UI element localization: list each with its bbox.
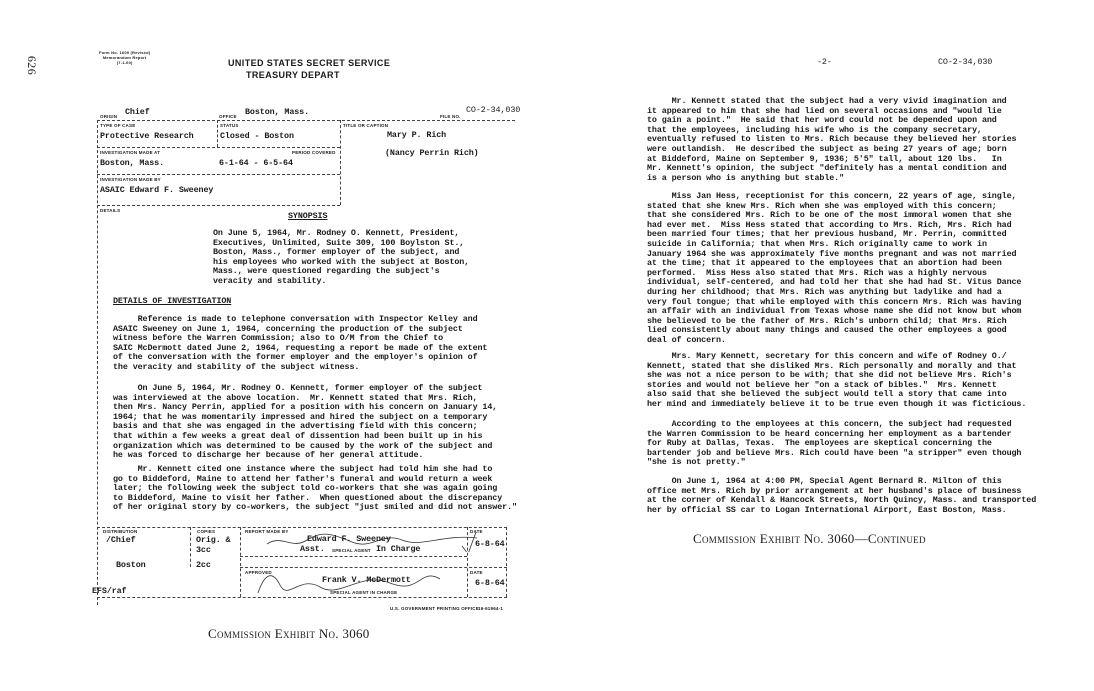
synopsis-heading: SYNOPSIS xyxy=(288,211,328,221)
text-line: Mr. Kennett's opinion, the subject "definitely has a mental condition and xyxy=(647,163,1007,174)
report-made-by-title: Asst. xyxy=(300,544,325,554)
approved-date: 6-8-64 xyxy=(475,578,505,588)
printing-office: U.S. GOVERNMENT PRINTING OFFICE xyxy=(390,606,479,611)
text-line: it appeared to him that she had lied on several occasions and "would lie xyxy=(647,105,1002,116)
text-line: On June 5, 1964, Mr. Rodney O. Kennett, President, xyxy=(213,228,460,238)
form-id-line: Memorandum Report xyxy=(102,55,147,60)
text-line: of the conversation with the former employer and the employer's opinion of xyxy=(113,352,478,363)
text-line: she was not a nice person to be with; that she did not believe Mrs. Rich's xyxy=(647,370,1012,381)
text-line: deal of concern. xyxy=(647,334,726,345)
text-line: Boston, Mass., former employer of the subject, and xyxy=(213,247,460,258)
special-agent-label: SPECIAL AGENT xyxy=(332,548,371,553)
text-line: the Warren Commission to be heard concerning her employment as a bartender xyxy=(647,428,1012,439)
period-value: 6-1-64 - 6-5-64 xyxy=(219,158,293,168)
paragraph xyxy=(113,384,497,461)
type-of-case-value: Protective Research xyxy=(100,131,194,141)
investigation-at-label: INVESTIGATION MADE AT xyxy=(100,150,161,155)
exhibit-caption: Commission Exhibit No. 3060 xyxy=(208,626,370,641)
file-no-label: FILE NO. xyxy=(440,114,461,119)
report-made-by-name: Edward F. Sweeney xyxy=(307,534,391,544)
report-made-by-label: REPORT MADE BY xyxy=(245,529,289,534)
text-line: Executives, Unlimited, Suite 309, 100 Boylston St., xyxy=(213,237,465,248)
paragraph xyxy=(113,315,487,373)
text-line: at the time; that it appeared to the employees that an abortion had been xyxy=(647,258,1002,269)
text-line: performed. Miss Hess also stated that Mrs. Rich was a highly nervous xyxy=(647,267,987,278)
office-value: Boston, Mass. xyxy=(245,107,310,117)
text-line: his employees who worked with the subject at Boston, xyxy=(213,256,470,267)
paragraph xyxy=(647,192,1021,346)
text-line: veracity and stability. xyxy=(213,275,327,286)
text-line: were outlandish. He described the subject as being 27 years of age; born xyxy=(647,143,1007,154)
text-line: then Mrs. Nancy Perrin, applied for a position with his concern on January 14, xyxy=(113,402,498,413)
paragraph xyxy=(647,97,1016,183)
text-line: Mr. Kennett stated that the subject had a very vivid imagination and xyxy=(647,96,1007,106)
text-line: basis and that she was engaged in the advertising field with this concern; xyxy=(113,421,478,432)
text-line: at Biddeford, Maine on September 9, 1936; 5'5" tall, about 120 lbs. In xyxy=(647,153,1002,164)
text-line: stated that she knew Mrs. Rich when she was employed with this concern; xyxy=(647,200,997,211)
text-line: he was forced to discharge her because of her general attitude. xyxy=(113,450,424,461)
investigation-by-label: INVESTIGATION MADE BY xyxy=(100,177,161,182)
text-line: had ever met. Miss Hess stated that according to Mrs. Rich, Mrs. Rich had xyxy=(647,219,1012,230)
title-label: TITLE OR CAPTION xyxy=(343,123,389,128)
text-line: an affair with an individual from Texas whose name she did not know but whom xyxy=(647,306,1022,317)
text-line: of her original story by co-workers, the subject "just smiled and did not answer." xyxy=(113,502,517,513)
text-line: "she is not pretty." xyxy=(647,457,746,468)
form-id-line: (7-1-60) xyxy=(116,60,133,65)
text-line: that she considered Mrs. Rich to be one of the most immoral women that she xyxy=(647,210,1012,221)
origin-label: ORIGIN xyxy=(100,114,118,119)
sac-label: SPECIAL AGENT IN CHARGE xyxy=(330,590,398,595)
title-alias: (Nancy Perrin Rich) xyxy=(385,148,479,158)
text-line: her by official SS car to Logan International Airport, East Boston, Mass. xyxy=(647,504,1007,515)
paragraph xyxy=(647,420,1021,468)
text-line: for Ruby at Dallas, Texas. The employees are skeptical concerning the xyxy=(647,438,992,449)
file-no-value: CO-2-34,030 xyxy=(466,105,521,115)
office-label: OFFICE xyxy=(219,114,237,119)
right-file-no: CO-2-34,030 xyxy=(938,57,993,67)
page-marker: -2- xyxy=(817,57,832,67)
text-line: office met Mrs. Rich by prior arrangement at her husband's place of business xyxy=(647,485,1022,496)
title-value: Mary P. Rich xyxy=(387,130,447,140)
text-line: organization which was determined to be caused by the work of the subject and xyxy=(113,440,493,451)
investigation-by-value: ASAIC Edward F. Sweeney xyxy=(100,185,214,195)
investigation-at-value: Boston, Mass. xyxy=(100,158,165,168)
approved-by-name: Frank V. McDermott xyxy=(322,575,411,585)
text-line: her mind and immediately believe it to be true even though it was ficticious. xyxy=(647,398,1027,409)
page-number: 626 xyxy=(25,55,40,76)
text-line: to Biddeford, Maine to visit her father. When questioned about the discrepancy xyxy=(113,492,503,503)
initials: EFS/raf xyxy=(92,586,127,596)
text-line: the veracity and stability of the subject witness. xyxy=(113,361,360,372)
copies-label: COPIES xyxy=(197,529,216,534)
text-line: January 1964 she was approximately five months pregnant and was not married xyxy=(647,248,1017,259)
approved-label: APPROVED xyxy=(245,570,272,575)
text-line: she believed to be the father of Mrs. Rich's unborn child; that Mrs. Rich xyxy=(647,315,1007,326)
text-line: is a person who is anything but stable." xyxy=(647,172,845,183)
text-line: also said that she believed the subject would tell a story that came into xyxy=(647,389,1007,400)
text-line: during her childhood; that Mrs. Rich was anything but ladylike and had a xyxy=(647,286,1002,297)
text-line: bartender job and believe Mrs. Rich could have been "a stripper" even though xyxy=(647,447,1022,458)
text-line: Reference is made to telephone conversation with Inspector Kelley and xyxy=(113,314,478,324)
copies-orig: Orig. & xyxy=(196,535,231,545)
report-date: 6-8-64 xyxy=(475,539,505,549)
in-charge: In Charge xyxy=(376,544,421,554)
text-line: Kennett, stated that she disliked Mrs. Rich personally and morally and that xyxy=(647,360,1017,371)
text-line: suicide in California; that when Mrs. Rich originally came to work in xyxy=(647,238,987,249)
form-id-line: Form No. 1609 (Revised) xyxy=(99,50,151,55)
text-line: SAIC McDermott dated June 2, 1964, requesting a report be made of the extent xyxy=(113,342,488,353)
status-label: STATUS xyxy=(220,123,239,128)
text-line: was interviewed at the above location. Mr. Kennett stated that Mrs. Rich, xyxy=(113,392,478,403)
synopsis-text xyxy=(213,229,469,287)
text-line: stories and would not believe her "on a stack of bibles." Mrs. Kennett xyxy=(647,379,997,390)
type-of-case-label: TYPE OF CASE xyxy=(100,123,136,128)
distribution-chief: /Chief xyxy=(106,535,136,545)
text-line: to gain a point." He said that her word could not be depended upon and xyxy=(647,115,997,126)
paragraph xyxy=(113,465,517,513)
text-line: On June 5, 1964, Mr. Rodney O. Kennett, former employer of the subject xyxy=(113,383,483,393)
text-line: very foul tongue; that while employed with this concern Mrs. Rich was having xyxy=(647,296,1022,307)
date-label-approved: DATE xyxy=(470,570,483,575)
details-label: DETAILS xyxy=(100,208,121,213)
origin-value: Chief xyxy=(125,107,150,117)
text-line: ASAIC Sweeney on June 1, 1964, concerning the production of the subject xyxy=(113,323,463,334)
text-line: Mrs. Mary Kennett, secretary for this concern and wife of Rodney O./ xyxy=(647,351,1007,361)
period-label: PERIOD COVERED xyxy=(292,150,336,155)
form-id xyxy=(99,50,150,65)
exhibit-caption-continued: Commission Exhibit No. 3060—Continued xyxy=(693,531,926,546)
distribution-boston: Boston xyxy=(116,560,146,570)
text-line: been married four times; that her previous husband, Mr. Perrin, committed xyxy=(647,229,1007,240)
text-line: On June 1, 1964 at 4:00 PM, Special Agent Bernard R. Milton of this xyxy=(647,476,1002,486)
status-value: Closed - Boston xyxy=(220,131,294,141)
distribution-label: DISTRIBUTION xyxy=(103,529,138,534)
text-line: later; the following week the subject told co-workers that she was again going xyxy=(113,483,498,494)
text-line: that within a few weeks a great deal of dissention had been built up in his xyxy=(113,430,483,441)
date-label: DATE xyxy=(470,529,483,534)
department-title: TREASURY DEPART xyxy=(246,70,340,80)
copies-cc: 3cc xyxy=(196,545,211,555)
text-line: go to Biddeford, Maine to attend her father's funeral and would return a week xyxy=(113,473,493,484)
text-line: at the corner of Kendall & Hancock Streets, North Quincy, Mass. and transported xyxy=(647,495,1037,506)
text-line: individual, self-centered, and had told her that she had had St. Vitus Dance xyxy=(647,277,1022,288)
text-line: witness before the Warren Commission; also to O/M from the Chief to xyxy=(113,333,444,344)
form-code: 16-61964-1 xyxy=(478,606,504,611)
text-line: eventually refused to listen to Mrs. Rich because they believed her stories xyxy=(647,134,1017,145)
text-line: that the employees, including his wife who is the company secretary, xyxy=(647,124,982,135)
copies-boston: 2cc xyxy=(196,560,211,570)
text-line: Mr. Kennett cited one instance where the subject had told him she had to xyxy=(113,464,493,474)
text-line: 1964; that he was momentarily impressed and hired the subject on a temporary xyxy=(113,411,488,422)
paragraph xyxy=(647,352,1026,410)
agency-title: UNITED STATES SECRET SERVICE xyxy=(228,58,391,68)
details-heading: DETAILS OF INVESTIGATION xyxy=(113,296,232,306)
text-line: Mass., were questioned regarding the subject's xyxy=(213,266,440,277)
text-line: Miss Jan Hess, receptionist for this concern, 22 years of age, single, xyxy=(647,191,1017,201)
paragraph xyxy=(647,477,1036,515)
text-line: According to the employees at this concern, the subject had requested xyxy=(647,419,1012,429)
text-line: lied consistently about many things and caused the other employees a good xyxy=(647,325,1007,336)
